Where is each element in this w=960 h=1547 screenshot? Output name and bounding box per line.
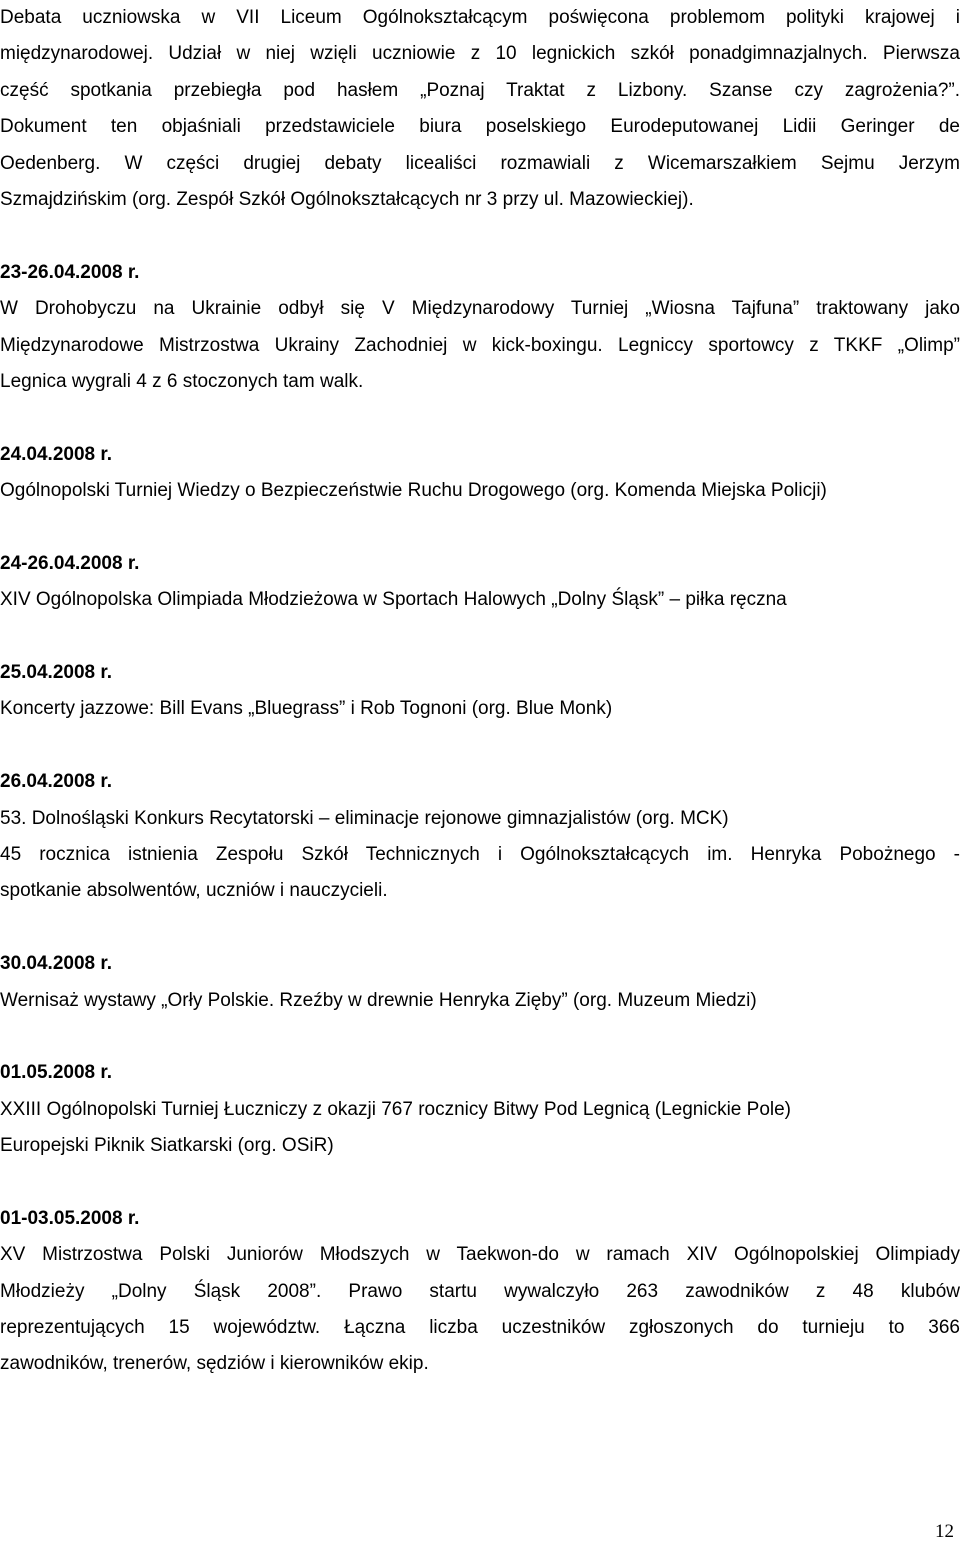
event-date: 26.04.2008 r. — [0, 771, 112, 793]
paragraph-gap — [0, 728, 960, 764]
event-entry — [0, 764, 960, 910]
event-text-line: Wernisaż wystawy „Orły Polskie. Rzeźby w drewnie Henryka Zięby” (org. Muzeum Miedzi) — [0, 989, 757, 1011]
event-text-line: Ogólnopolski Turniej Wiedzy o Bezpieczeństwie Ruchu Drogowego (org. Komenda Miejska Policji) — [0, 480, 827, 502]
event-text-line: 53. Dolnośląski Konkurs Recytatorski – eliminacje rejonowe gimnazjalistów (org. MCK) — [0, 807, 729, 829]
event-entry — [0, 1201, 960, 1383]
event-date: 01-03.05.2008 r. — [0, 1207, 140, 1229]
paragraph-gap — [0, 218, 960, 254]
text-line: Szmajdzińskim (org. Zespół Szkół Ogólnokształcących nr 3 przy ul. Mazowieckiej). — [0, 188, 694, 210]
event-entry — [0, 255, 960, 401]
intro-paragraph — [0, 0, 960, 218]
event-entry — [0, 437, 960, 510]
event-entry — [0, 946, 960, 1019]
page-number: 12 — [935, 1521, 954, 1542]
paragraph-gap — [0, 509, 960, 545]
event-text-line: W Drohobyczu na Ukrainie odbył się V Międzynarodowy Turniej „Wiosna Tajfuna” traktowany jako — [0, 298, 960, 320]
paragraph-gap — [0, 1019, 960, 1055]
event-date: 30.04.2008 r. — [0, 953, 112, 975]
text-line: Oedenberg. W części drugiej debaty licealiści rozmawiali z Wicemarszałkiem Sejmu Jerzym — [0, 152, 960, 174]
paragraph-gap — [0, 910, 960, 946]
text-line: Dokument ten objaśniali przedstawiciele biura poselskiego Eurodeputowanej Lidii Geringer de — [0, 116, 960, 138]
paragraph-gap — [0, 400, 960, 436]
event-date: 24.04.2008 r. — [0, 443, 112, 465]
event-text-line: zawodników, trenerów, sędziów i kierowników ekip. — [0, 1353, 429, 1375]
event-text-line: Legnica wygrali 4 z 6 stoczonych tam walk. — [0, 370, 364, 392]
event-text-line: Europejski Piknik Siatkarski (org. OSiR) — [0, 1135, 334, 1157]
event-text-line: XV Mistrzostwa Polski Juniorów Młodszych w Taekwon-do w ramach XIV Ogólnopolskiej Olimpiady — [0, 1244, 960, 1266]
event-entry — [0, 655, 960, 728]
event-text-line: Koncerty jazzowe: Bill Evans „Bluegrass” i Rob Tognoni (org. Blue Monk) — [0, 698, 613, 720]
event-date: 23-26.04.2008 r. — [0, 261, 140, 283]
paragraph-gap — [0, 619, 960, 655]
text-line: część spotkania przebiegła pod hasłem „Poznaj Traktat z Lizbony. Szanse czy zagrożenia?”. — [0, 79, 960, 101]
text-line: Debata uczniowska w VII Liceum Ogólnokształcącym poświęcona problemom polityki krajowej i — [0, 7, 960, 28]
event-date: 25.04.2008 r. — [0, 662, 112, 684]
event-entry — [0, 546, 960, 619]
event-text-line: Młodzieży „Dolny Śląsk 2008”. Prawo startu wywalczyło 263 zawodników z 48 klubów — [0, 1280, 960, 1302]
event-text-line: XXIII Ogólnopolski Turniej Łuczniczy z okazji 767 rocznicy Bitwy Pod Legnicą (Legnickie Pole) — [0, 1098, 791, 1120]
event-text-line: XIV Ogólnopolska Olimpiada Młodzieżowa w Sportach Halowych „Dolny Śląsk” – piłka ręczna — [0, 589, 787, 611]
event-text-line: reprezentujących 15 województw. Łączna liczba uczestników zgłoszonych do turnieju to 366 — [0, 1317, 960, 1339]
event-text-line: Międzynarodowe Mistrzostwa Ukrainy Zachodniej w kick-boxingu. Legniccy sportowcy z TKKF „Olimp” — [0, 334, 960, 356]
text-line: międzynarodowej. Udział w niej wzięli uczniowie z 10 legnickich szkół ponadgimnazjalnych. Pierwsza — [0, 43, 960, 65]
event-text-line: spotkanie absolwentów, uczniów i nauczycieli. — [0, 880, 388, 902]
event-date: 24-26.04.2008 r. — [0, 552, 140, 574]
event-date: 01.05.2008 r. — [0, 1062, 112, 1084]
event-text-line: 45 rocznica istnienia Zespołu Szkół Technicznych i Ogólnokształcących im. Henryka Pobożnego - — [0, 843, 960, 865]
paragraph-gap — [0, 1165, 960, 1201]
event-entry — [0, 1055, 960, 1164]
